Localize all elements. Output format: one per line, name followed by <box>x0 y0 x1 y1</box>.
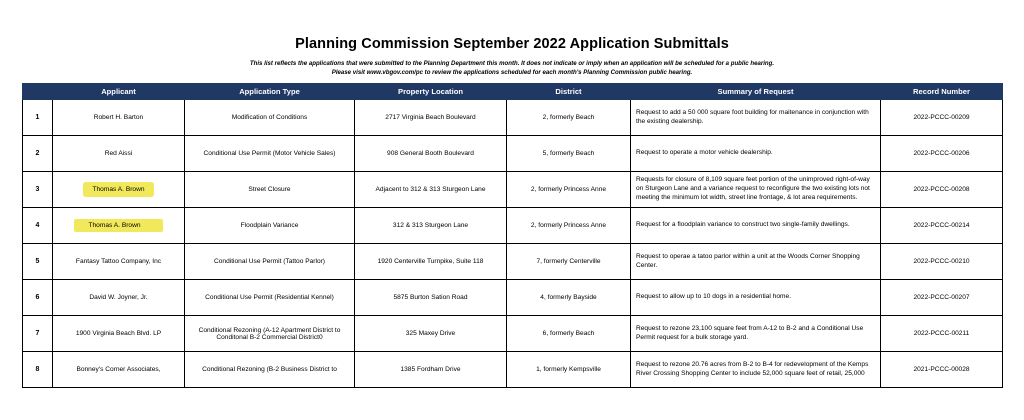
cell-application-type: Conditional Use Permit (Residential Kennel) <box>185 280 355 316</box>
cell-applicant: Fantasy Tattoo Company, Inc <box>53 244 185 280</box>
table-row <box>23 280 1003 316</box>
cell-applicant <box>53 208 185 244</box>
cell-application-type: Floodplain Variance <box>185 208 355 244</box>
row-index: 8 <box>23 352 53 388</box>
table-row <box>23 244 1003 280</box>
table-row <box>23 316 1003 352</box>
note-line-2: Please visit www.vbgov.com/pc to review the applications scheduled for each month's Planning Commission public hearing. <box>331 69 693 77</box>
cell-property-location: 1920 Centerville Turnpike, Suite 118 <box>355 244 507 280</box>
cell-record-number: 2022-PCCC-00206 <box>881 136 1003 172</box>
table-header <box>23 84 1003 100</box>
cell-summary: Requests for closure of 8,109 square feet portion of the unimproved right-of-way on Sturgeon Lane and a variance request to reconfigure the two existing lots not meeting the minimum lot width, street line frontage, & lot area requirements. <box>631 172 881 208</box>
table-row <box>23 100 1003 136</box>
page-title: Planning Commission September 2022 Application Submittals <box>295 36 729 52</box>
table-row <box>23 136 1003 172</box>
cell-property-location: 2717 Virginia Beach Boulevard <box>355 100 507 136</box>
cell-district: 2, formerly Princess Anne <box>507 208 631 244</box>
cell-applicant: 1900 Virginia Beach Blvd. LP <box>53 316 185 352</box>
cell-applicant <box>53 172 185 208</box>
cell-summary: Request to rezone 23,100 square feet from A-12 to B-2 and a Conditional Use Permit request for a bulk storage yard. <box>631 316 881 352</box>
cell-summary: Request to operate a motor vehicle dealership. <box>631 136 881 172</box>
cell-property-location: 1385 Fordham Drive <box>355 352 507 388</box>
cell-application-type: Conditional Rezoning (B-2 Business District to <box>185 352 355 388</box>
document-note <box>0 59 1024 77</box>
column-header-application-type: Application Type <box>185 84 355 100</box>
column-header-applicant: Applicant <box>53 84 185 100</box>
row-index: 5 <box>23 244 53 280</box>
document-page <box>0 36 1024 420</box>
row-index: 6 <box>23 280 53 316</box>
row-index: 4 <box>23 208 53 244</box>
cell-application-type: Street Closure <box>185 172 355 208</box>
cell-record-number: 2022-PCCC-00207 <box>881 280 1003 316</box>
cell-record-number: 2022-PCCC-00210 <box>881 244 1003 280</box>
cell-summary: Request to operae a tatoo parlor within a unit at the Woods Corner Shopping Center. <box>631 244 881 280</box>
column-header-record-number: Record Number <box>881 84 1003 100</box>
cell-district: 2, formerly Beach <box>507 100 631 136</box>
cell-application-type: Conditional Use Permit (Motor Vehicle Sales) <box>185 136 355 172</box>
cell-summary: Request to add a 50 000 square foot building for maitenance in conjunction with the existing dealership. <box>631 100 881 136</box>
cell-application-type: Conditional Use Permit (Tattoo Parlor) <box>185 244 355 280</box>
cell-record-number: 2021-PCCC-00028 <box>881 352 1003 388</box>
submittals-table-wrapper <box>22 83 1002 388</box>
column-header-summary: Summary of Request <box>631 84 881 100</box>
column-header-property-location: Property Location <box>355 84 507 100</box>
cell-district: 4, formerly Bayside <box>507 280 631 316</box>
cell-application-type: Modification of Conditions <box>185 100 355 136</box>
cell-district: 1, formerly Kempsville <box>507 352 631 388</box>
cell-district: 6, formerly Beach <box>507 316 631 352</box>
cell-applicant: Robert H. Barton <box>53 100 185 136</box>
cell-record-number: 2022-PCCC-00208 <box>881 172 1003 208</box>
cell-district: 5, formerly Beach <box>507 136 631 172</box>
row-index: 1 <box>23 100 53 136</box>
highlight-marker-applicant: Thomas A. Brown <box>85 184 151 195</box>
cell-property-location: 312 & 313 Sturgeon Lane <box>355 208 507 244</box>
cell-district: 7, formerly Centerville <box>507 244 631 280</box>
cell-record-number: 2022-PCCC-00211 <box>881 316 1003 352</box>
table-row <box>23 208 1003 244</box>
table-body <box>23 100 1003 388</box>
cell-record-number: 2022-PCCC-00214 <box>881 208 1003 244</box>
cell-summary: Request to allow up to 10 dogs in a residential home. <box>631 280 881 316</box>
cell-property-location: Adjacent to 312 & 313 Sturgeon Lane <box>355 172 507 208</box>
cell-district: 2, formerly Princess Anne <box>507 172 631 208</box>
cell-summary: Request to rezone 20.76 acres from B-2 to B-4 for redevelopment of the Kemps River Crossing Shopping Center to include 52,000 square feet of retail, 25,000 <box>631 352 881 388</box>
note-line-1: This list reflects the applications that were submitted to the Planning Department this month. It does not indicate or imply when an application will be scheduled for a public hearing. <box>249 60 775 67</box>
cell-property-location: 325 Maxey Drive <box>355 316 507 352</box>
table-header-row <box>23 84 1003 100</box>
cell-property-location: 908 General Booth Boulevard <box>355 136 507 172</box>
cell-property-location: 5875 Burton Sation Road <box>355 280 507 316</box>
row-index: 7 <box>23 316 53 352</box>
cell-applicant: Bonney's Corner Associates, <box>53 352 185 388</box>
column-header-index <box>23 84 53 100</box>
row-index: 2 <box>23 136 53 172</box>
cell-summary: Request for a floodplain variance to construct two single-family dwellings. <box>631 208 881 244</box>
cell-application-type: Conditional Rezoning (A-12 Apartment District to Conditonal B-2 Commercial District0 <box>185 316 355 352</box>
submittals-table <box>22 83 1003 388</box>
highlight-marker-applicant: Thomas A. Brown <box>74 219 162 232</box>
table-row <box>23 352 1003 388</box>
column-header-district: District <box>507 84 631 100</box>
row-index: 3 <box>23 172 53 208</box>
table-row <box>23 172 1003 208</box>
cell-applicant: David W. Joyner, Jr. <box>53 280 185 316</box>
cell-record-number: 2022-PCCC-00209 <box>881 100 1003 136</box>
cell-applicant: Red Aissi <box>53 136 185 172</box>
